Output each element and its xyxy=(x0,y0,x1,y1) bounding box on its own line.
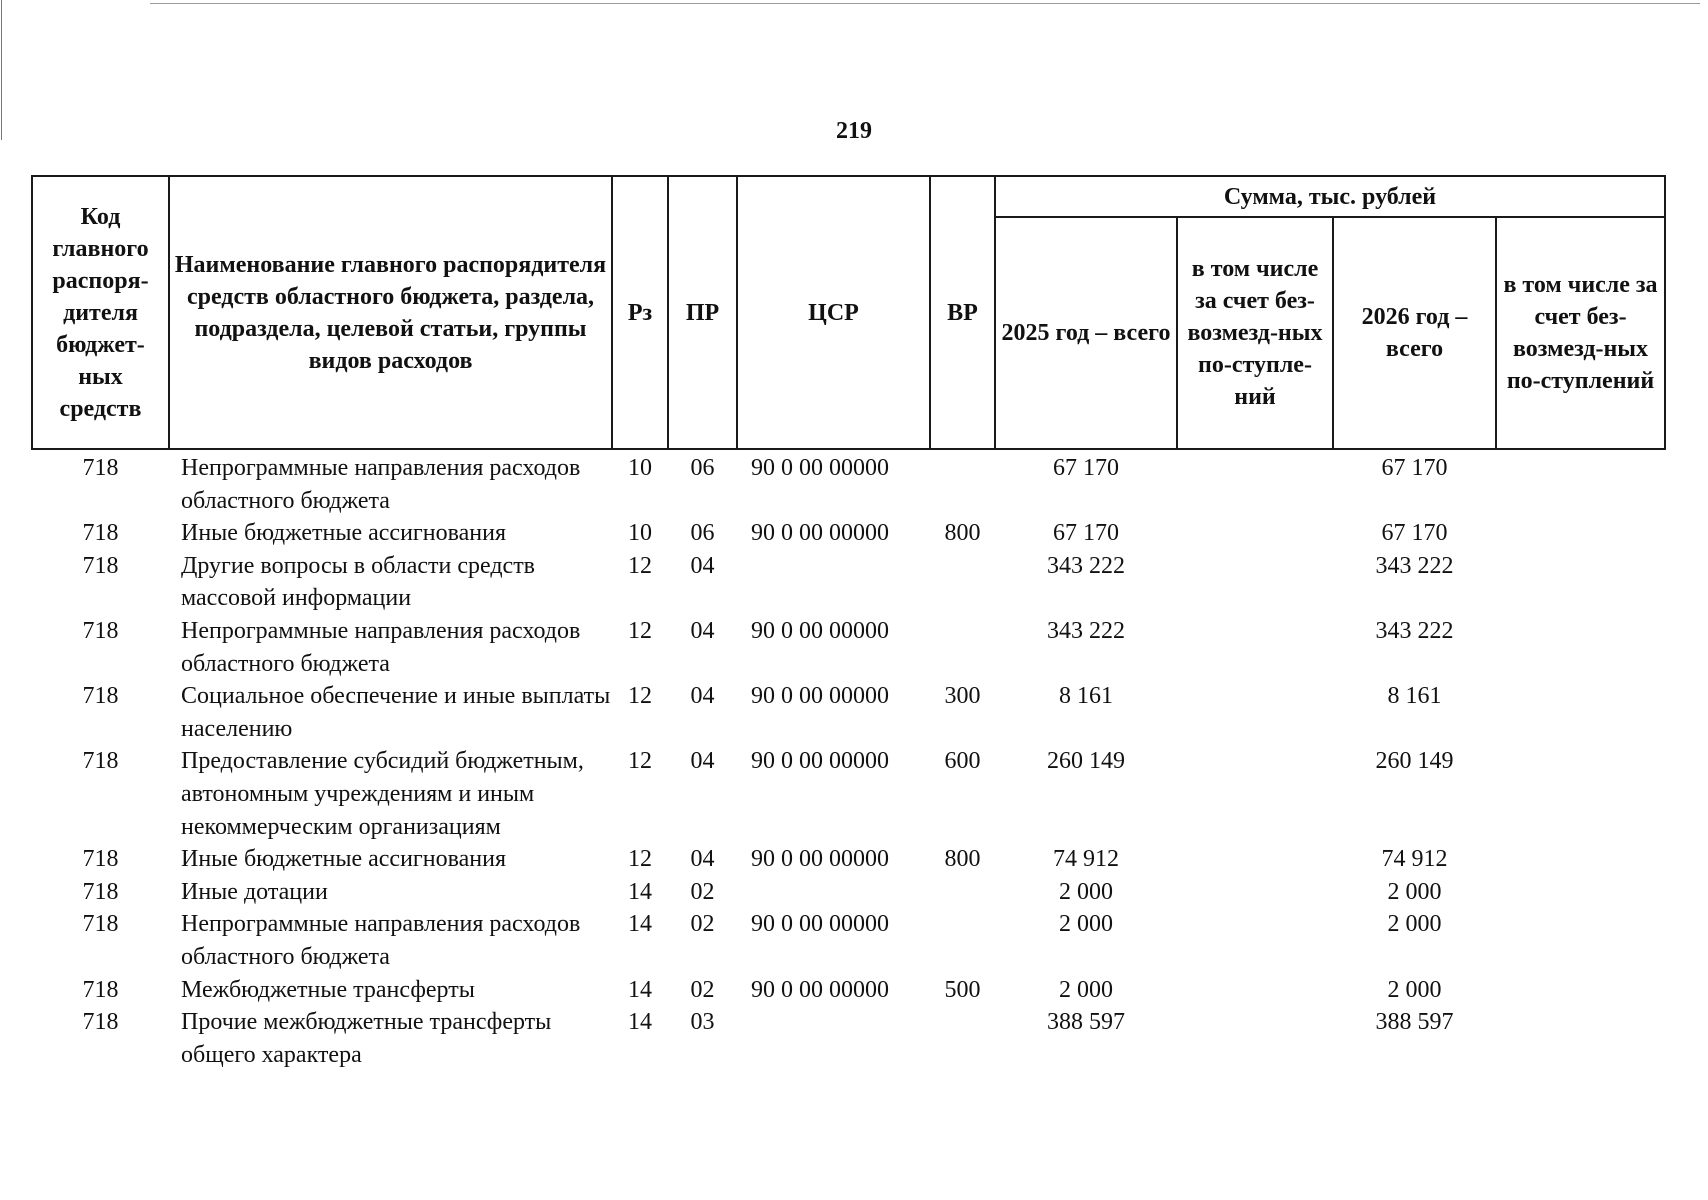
cell-code: 718 xyxy=(82,878,119,905)
cell-2026-total: 343 222 xyxy=(1375,617,1454,644)
cell-pr: 04 xyxy=(690,617,715,644)
header-2026-total: 2026 год – всего xyxy=(1333,217,1496,449)
cell-rz: 14 xyxy=(628,1009,652,1036)
header-2026-grants: в том числе за счет без-возмезд-ных по-ступлений xyxy=(1496,217,1665,449)
cell-code: 718 xyxy=(82,911,119,938)
header-code: Код главного распоря-дителя бюджет-ных средств xyxy=(32,176,169,449)
cell-code: 718 xyxy=(82,748,119,775)
header-csr: ЦСР xyxy=(737,176,930,449)
cell-2025-grants xyxy=(1177,908,1333,973)
cell-vr: 500 xyxy=(944,976,981,1003)
cell-code: 718 xyxy=(82,1009,119,1036)
cell-2025-total: 2 000 xyxy=(1059,878,1113,905)
header-2025-total: 2025 год – всего xyxy=(995,217,1177,449)
cell-pr: 02 xyxy=(690,976,715,1003)
cell-2025-total: 343 222 xyxy=(1047,552,1125,579)
table-row xyxy=(32,974,1665,1007)
cell-2025-grants xyxy=(1177,449,1333,517)
cell-2025-total: 343 222 xyxy=(1047,617,1125,644)
table-body xyxy=(32,449,1665,1071)
cell-pr: 04 xyxy=(690,552,715,579)
cell-rz: 10 xyxy=(628,455,652,481)
cell-pr: 03 xyxy=(690,1009,715,1036)
cell-2026-grants xyxy=(1496,615,1665,680)
cell-vr: 800 xyxy=(944,520,981,547)
cell-rz: 10 xyxy=(628,520,652,547)
cell-pr: 04 xyxy=(690,683,715,710)
cell-2026-grants xyxy=(1496,550,1665,615)
cell-2025-total: 260 149 xyxy=(1047,748,1125,775)
cell-2025-grants xyxy=(1177,974,1333,1007)
cell-vr: 300 xyxy=(944,683,981,710)
budget-table xyxy=(31,175,1666,1071)
cell-name: Прочие межбюджетные трансферты общего характера xyxy=(181,1009,552,1068)
cell-2026-grants xyxy=(1496,680,1665,745)
cell-2025-grants xyxy=(1177,745,1333,843)
table-row xyxy=(32,843,1665,876)
cell-2025-total: 74 912 xyxy=(1053,846,1119,873)
cell-2025-total: 2 000 xyxy=(1059,911,1113,938)
cell-pr: 02 xyxy=(690,878,715,905)
cell-rz: 14 xyxy=(628,976,652,1003)
cell-code: 718 xyxy=(82,617,119,644)
cell-2026-grants xyxy=(1496,843,1665,876)
cell-code: 718 xyxy=(82,552,119,579)
cell-2026-total: 8 161 xyxy=(1387,683,1442,710)
cell-name: Иные дотации xyxy=(181,878,328,905)
table-row xyxy=(32,1006,1665,1071)
page-number: 219 xyxy=(836,118,872,144)
table-row xyxy=(32,449,1665,517)
cell-2026-grants xyxy=(1496,449,1665,517)
header-name: Наименование главного распорядителя средств областного бюджета, раздела, подраздела, целевой статьи, группы видов расходов xyxy=(169,176,612,449)
cell-2026-grants xyxy=(1496,974,1665,1007)
cell-csr: 90 0 00 00000 xyxy=(751,846,889,873)
cell-name: Непрограммные направления расходов областного бюджета xyxy=(181,455,581,514)
cell-2026-total: 67 170 xyxy=(1381,520,1448,547)
cell-vr xyxy=(930,550,995,615)
cell-name: Предоставление субсидий бюджетным, автономным учреждениям и иным некоммерческим организациям xyxy=(181,748,584,840)
cell-name: Межбюджетные трансферты xyxy=(181,976,475,1003)
cell-rz: 14 xyxy=(628,878,652,905)
cell-2025-grants xyxy=(1177,876,1333,909)
cell-name: Непрограммные направления расходов областного бюджета xyxy=(181,617,581,677)
cell-vr xyxy=(930,1006,995,1071)
cell-vr: 600 xyxy=(944,748,981,775)
cell-csr: 90 0 00 00000 xyxy=(751,683,889,710)
cell-pr: 04 xyxy=(690,748,715,775)
cell-2026-grants xyxy=(1496,745,1665,843)
cell-rz: 12 xyxy=(628,846,652,873)
cell-csr xyxy=(737,550,930,615)
header-sum-group: Сумма, тыс. рублей xyxy=(995,176,1665,217)
cell-2025-total: 388 597 xyxy=(1047,1009,1125,1036)
cell-code: 718 xyxy=(82,520,119,547)
cell-csr: 90 0 00 00000 xyxy=(751,748,889,775)
header-rz: Рз xyxy=(612,176,668,449)
cell-rz: 12 xyxy=(628,617,652,644)
cell-rz: 14 xyxy=(628,911,652,938)
cell-2026-total: 67 170 xyxy=(1381,455,1448,481)
cell-2026-grants xyxy=(1496,517,1665,550)
cell-pr: 04 xyxy=(690,846,715,873)
cell-csr: 90 0 00 00000 xyxy=(751,976,889,1003)
cell-vr xyxy=(930,615,995,680)
cell-csr: 90 0 00 00000 xyxy=(751,455,889,481)
cell-csr xyxy=(737,1006,930,1071)
cell-code: 718 xyxy=(82,976,119,1003)
cell-name: Социальное обеспечение и иные выплаты населению xyxy=(181,683,611,742)
cell-rz: 12 xyxy=(628,683,652,710)
top-edge-rule xyxy=(150,3,1700,4)
cell-2025-grants xyxy=(1177,550,1333,615)
cell-2026-total: 74 912 xyxy=(1381,846,1448,873)
cell-2025-total: 8 161 xyxy=(1059,683,1113,710)
cell-2026-total: 2 000 xyxy=(1387,976,1442,1003)
cell-rz: 12 xyxy=(628,552,652,579)
cell-pr: 02 xyxy=(690,911,715,938)
table-row xyxy=(32,876,1665,909)
cell-pr: 06 xyxy=(690,455,715,481)
cell-2026-total: 2 000 xyxy=(1387,878,1442,905)
table-row xyxy=(32,615,1665,680)
cell-code: 718 xyxy=(82,455,119,481)
table-row xyxy=(32,908,1665,973)
cell-csr xyxy=(737,876,930,909)
cell-name: Непрограммные направления расходов областного бюджета xyxy=(181,911,581,970)
cell-rz: 12 xyxy=(628,748,652,775)
table-row xyxy=(32,517,1665,550)
cell-2025-grants xyxy=(1177,680,1333,745)
cell-code: 718 xyxy=(82,683,119,710)
cell-2025-total: 67 170 xyxy=(1053,520,1119,547)
table-row xyxy=(32,745,1665,843)
cell-vr: 800 xyxy=(944,846,981,873)
cell-2026-grants xyxy=(1496,1006,1665,1071)
cell-name: Иные бюджетные ассигнования xyxy=(181,846,506,873)
cell-name: Иные бюджетные ассигнования xyxy=(181,520,506,547)
cell-2025-grants xyxy=(1177,517,1333,550)
table-header xyxy=(32,176,1665,449)
cell-2025-total: 67 170 xyxy=(1053,455,1119,481)
cell-2026-total: 388 597 xyxy=(1375,1009,1454,1036)
table-row xyxy=(32,680,1665,745)
cell-csr: 90 0 00 00000 xyxy=(751,911,889,938)
cell-2026-total: 2 000 xyxy=(1387,911,1442,938)
header-vr: ВР xyxy=(930,176,995,449)
cell-2025-grants xyxy=(1177,843,1333,876)
cell-vr xyxy=(930,449,995,517)
cell-pr: 06 xyxy=(690,520,715,547)
cell-2026-total: 260 149 xyxy=(1375,748,1454,775)
cell-2026-grants xyxy=(1496,908,1665,973)
cell-vr xyxy=(930,876,995,909)
cell-csr: 90 0 00 00000 xyxy=(751,520,889,547)
cell-2026-grants xyxy=(1496,876,1665,909)
cell-2025-grants xyxy=(1177,615,1333,680)
cell-csr: 90 0 00 00000 xyxy=(751,617,889,644)
header-2025-grants: в том числе за счет без-возмезд-ных по-ступле-ний xyxy=(1177,217,1333,449)
cell-vr xyxy=(930,908,995,973)
cell-2026-total: 343 222 xyxy=(1375,552,1454,579)
cell-2025-grants xyxy=(1177,1006,1333,1071)
header-pr: ПР xyxy=(668,176,737,449)
cell-name: Другие вопросы в области средств массовой информации xyxy=(181,552,536,612)
cell-2025-total: 2 000 xyxy=(1059,976,1113,1003)
table-row xyxy=(32,550,1665,615)
cell-code: 718 xyxy=(82,846,119,873)
